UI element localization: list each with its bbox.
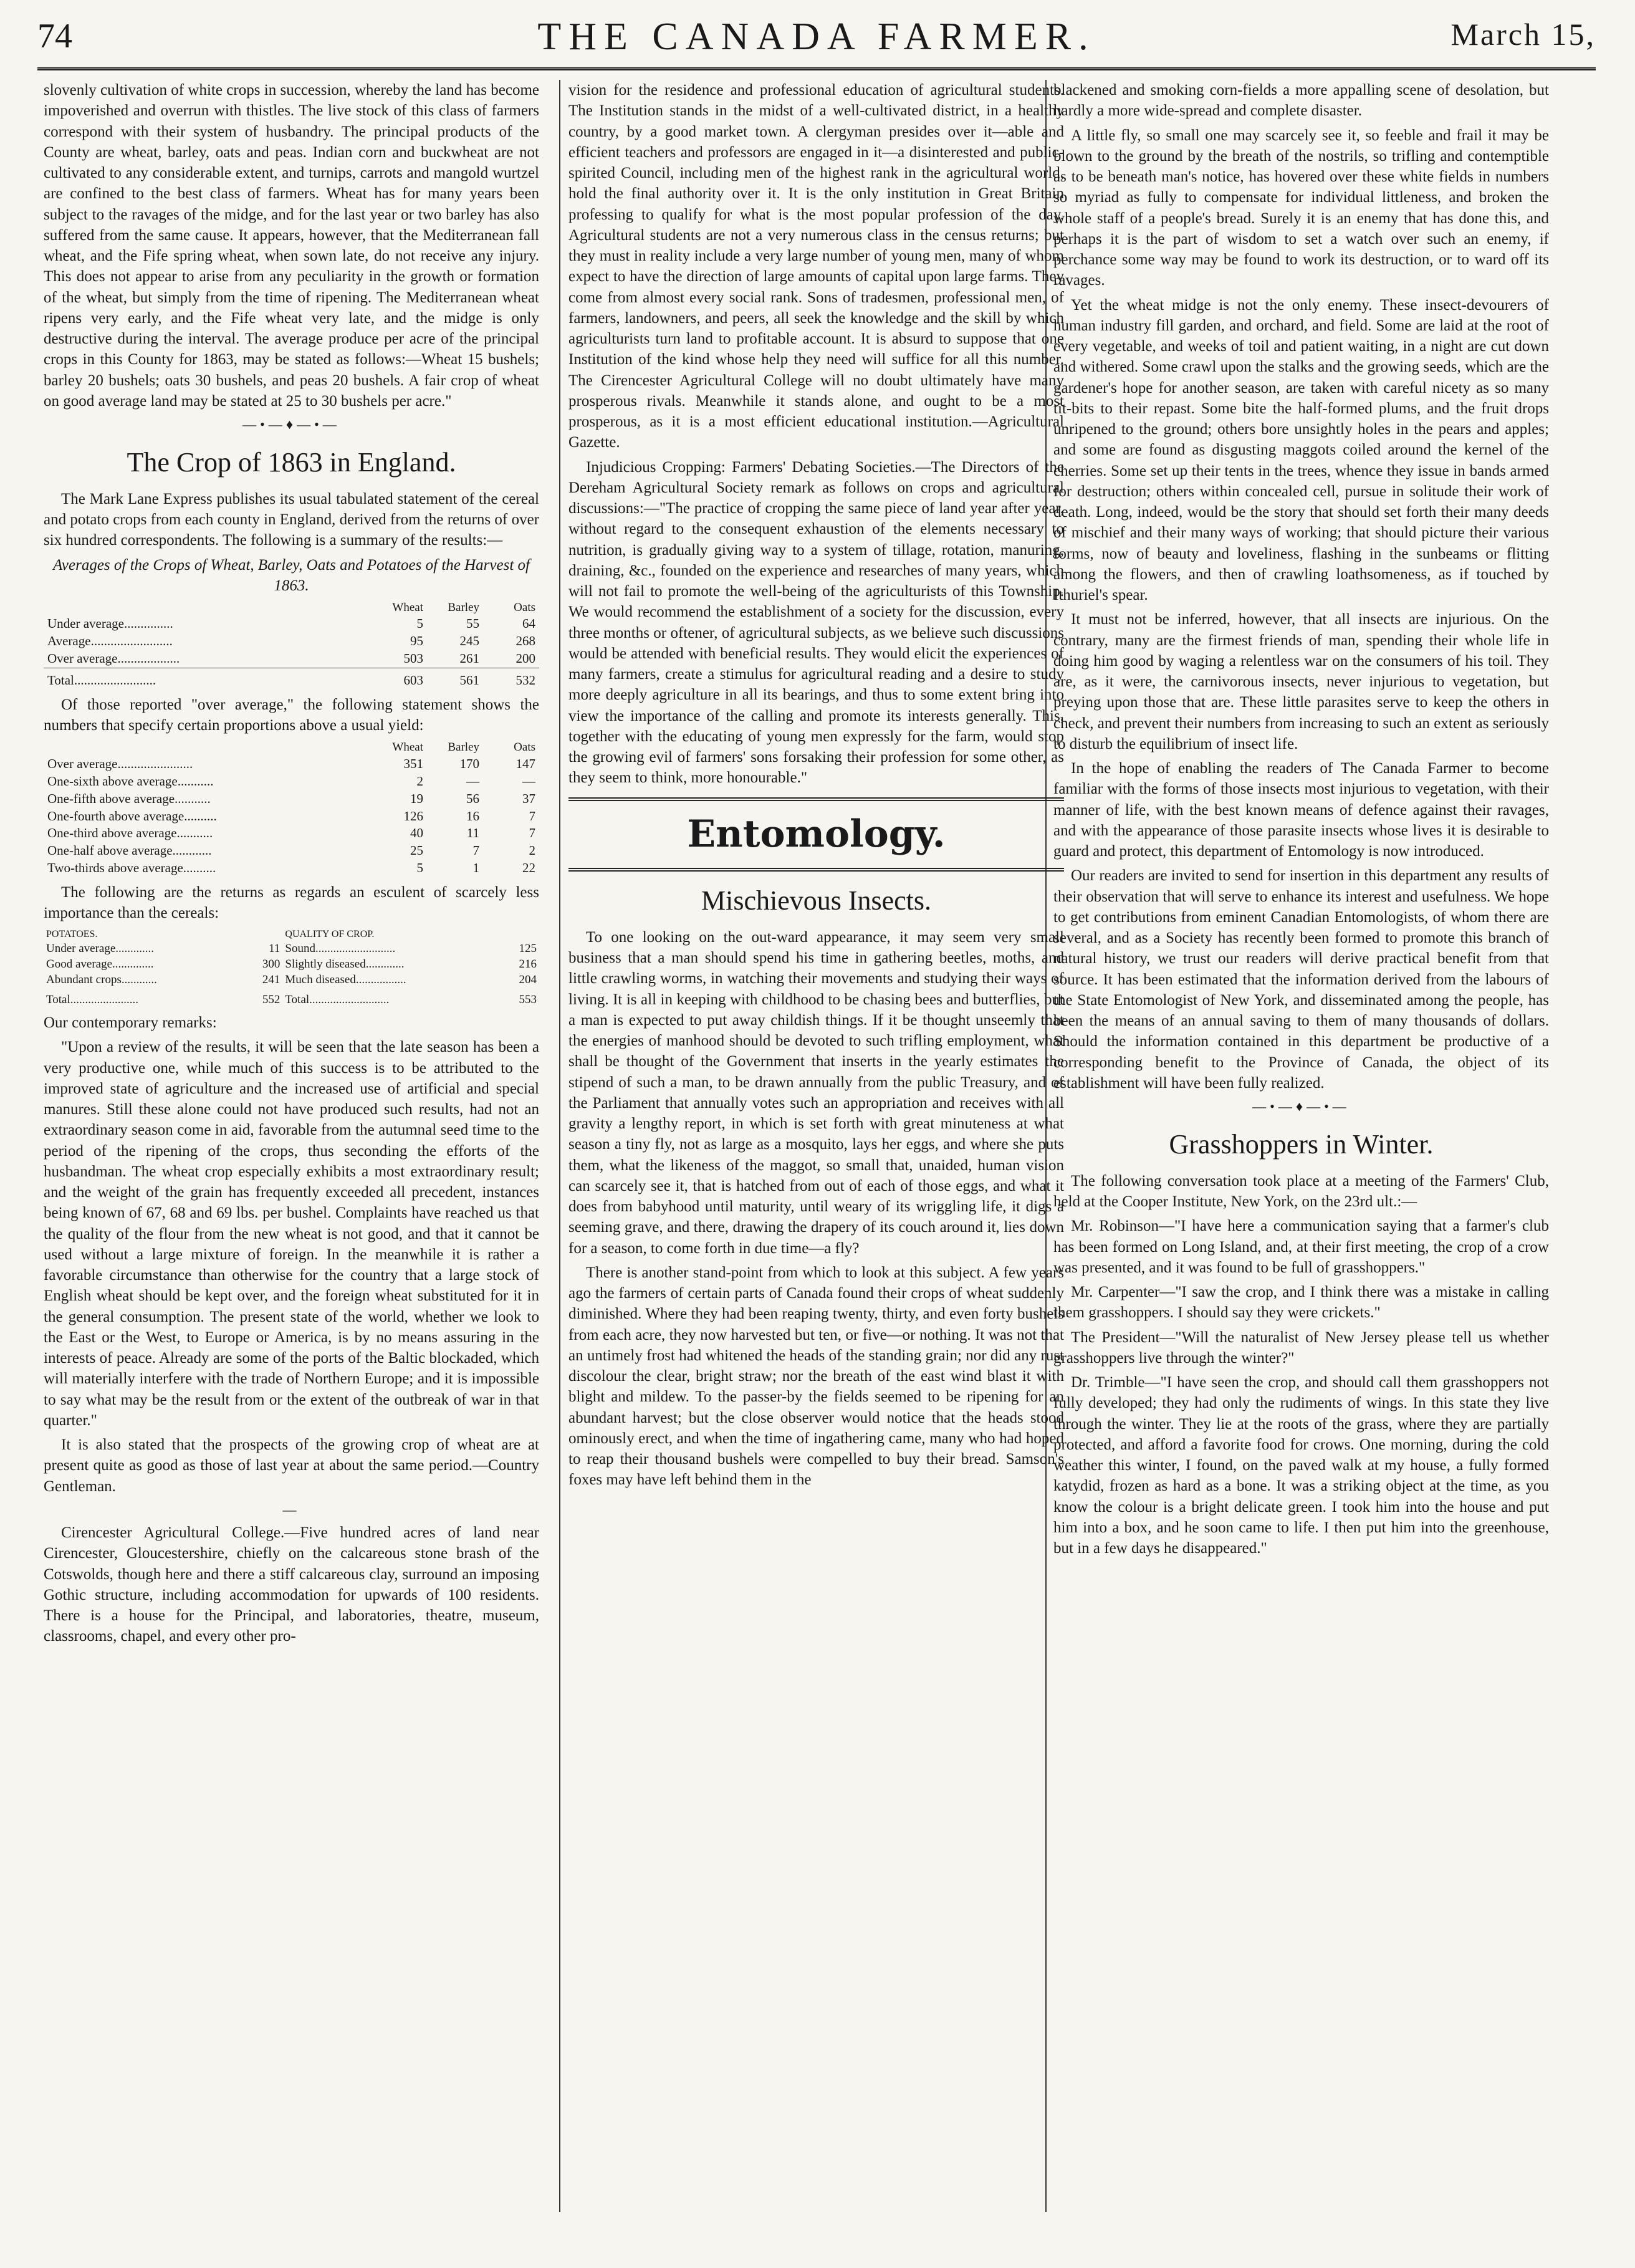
cell: 55 — [466, 616, 479, 632]
table-row — [44, 650, 539, 668]
row-label: Over average....................... — [47, 756, 193, 771]
article-paragraph: Cirencester Agricultural College.—Five hundred acres of land near Cirencester, Gloucestershire, chiefly on the calcareous stone brash of the Cotswolds, though here and there a stiff calcareous clay, surround an imposing Gothic structure, including accommodation for upwards of 100 residents. There is a house for the Principal, and laboratories, theatre, museum, classrooms, chapel, and every other pro- — [44, 1524, 539, 1645]
table-row — [44, 808, 539, 825]
cell: 2 — [529, 843, 535, 858]
article-paragraph: Our readers are invited to send for insertion in this department any results of their observation that will serve to enhance its interest and usefulness. We hope to get contributions from eminent Canadian Entomologists, of whom there are several, and as a Society has recently been formed to promote this branch of natural history, we trust our readers will derive practical benefit from that source. It has been estimated that the information derived from the labours of the State Entomologist of New York, and disseminated among the people, has been the means of an annual saving to them of many thousands of dollars. Should the information contained in this department be productive of a corresponding benefit to the Province of Canada, the object of its establishment will have been fully realized. — [1053, 867, 1549, 1092]
table-row — [44, 941, 539, 956]
row-label: Total........................... — [285, 992, 390, 1006]
article-paragraph: blackened and smoking corn-fields a more appalling scene of desolation, but hardly a more wide-spread and complete disaster. — [1053, 82, 1549, 120]
cell: 561 — [427, 668, 483, 690]
cell: 25 — [410, 843, 423, 858]
cell: 204 — [519, 973, 537, 987]
section-rule — [568, 868, 1064, 872]
cell: 7 — [529, 825, 535, 841]
article-heading-mischievous-insects: Mischievous Insects. — [701, 885, 932, 916]
cell: 503 — [403, 651, 423, 666]
column-2 — [568, 80, 1064, 2243]
cell: 5 — [416, 860, 423, 876]
article-paragraph: The following are the returns as regards an esculent of scarcely less importance than the cereals: — [44, 884, 539, 922]
table-row — [44, 790, 539, 808]
section-ornament: —•—♦—•— — [242, 416, 340, 432]
potatoes-table — [44, 928, 539, 1007]
table-row — [44, 615, 539, 633]
article-paragraph: In the hope of enabling the readers of The Canada Farmer to become familiar with the forms of those insects most injurious to vegetation, with their manner of life, with the best known means of defence against their ravages, and with the appearance of those parasite insects whose lives it is desirable to guard and protect, this department of Entomology is now introduced. — [1053, 760, 1549, 860]
issue-date: March 15, — [1450, 17, 1596, 52]
masthead-rule — [37, 67, 1596, 70]
table-total-row — [44, 988, 539, 1007]
table-header: Oats — [514, 741, 535, 754]
table-row — [44, 825, 539, 842]
article-paragraph: The Mark Lane Express publishes its usual tabulated statement of the cereal and potato crops from each county in England, derived from the returns of over six hundred correspondents. The following is a summary of the results:— — [44, 490, 539, 549]
cell: 200 — [515, 651, 535, 666]
cell: 126 — [403, 808, 423, 824]
cell: 241 — [262, 973, 280, 987]
row-label: One-fourth above average.......... — [47, 808, 217, 824]
crop-averages-table — [44, 600, 539, 690]
table-header: Barley — [448, 601, 479, 615]
row-label: Under average............. — [46, 941, 155, 955]
row-label: One-fifth above average........... — [47, 790, 211, 806]
column-1 — [44, 80, 539, 2243]
cell: 95 — [410, 633, 423, 649]
column-3 — [1053, 80, 1549, 2243]
cell: 351 — [403, 756, 423, 771]
table-header: Oats — [514, 601, 535, 615]
row-label: Total....................... — [46, 992, 139, 1006]
cell: 11 — [269, 941, 280, 955]
article-paragraph: To one looking on the out-ward appearance, it may seem very small business that a man should spend his time in gathering beetles, moths, and little crawling worms, in watching their movements and studying their ways of living. It is all in keeping with childhood to be chasing bees and butterflies, but a man is expected to put away childish things. If it be thought unseemly that the energies of manhood should be devoted to such trifling employment, what shall be thought of the Government that inserts in the yearly estimates the stipend of such a man, to be drawn annually from the public Treasury, and of the Parliament that annually votes such an appropriation and receives with all gravity a lengthy report, in which is set forth with great minuteness at what season a tiny fly, not as large as a mosquito, lays her eggs, and where she puts them, what the likeness of the maggot, so small that, unaided, human vision can scarcely see it, that is hatched from out of each of those eggs, and what it does from babyhood until maturity, until weary of its wriggling life, it digs a seeming grave, and there, drawing the drapery of its couch around it, lies down for a season, to come forth in due time—a fly? — [568, 928, 1064, 1257]
article-paragraph: Of those reported "over average," the following statement shows the numbers that specify certain proportions above a usual yield: — [44, 696, 539, 734]
cell: 268 — [515, 633, 535, 649]
article-paragraph: Dr. Trimble—"I have seen the crop, and should call them grasshoppers not fully developed; they had only the rudiments of wings. In this state they live through the winter. They lie at the roots of the grass, where they are partially protected, and afford a favorite food for crows. One morning, during the cold weather this winter, I found, on the paved walk at my house, a fully formed katydid, frozen as hard as a bone. It was a striking object at the time, as you know the colour is a bright delicate green. I took him into the house and put him into a box, and he soon came to life. I then put him into the greenhouse, but in a few days he disappeared." — [1053, 1374, 1549, 1557]
cell: 552 — [262, 992, 280, 1006]
row-label: Average......................... — [47, 633, 173, 649]
cell: 245 — [459, 633, 479, 649]
cell: 40 — [410, 825, 423, 841]
cell: 553 — [519, 992, 537, 1006]
cell: 2 — [416, 773, 423, 789]
row-label: Total......................... — [44, 668, 371, 690]
article-paragraph: The following conversation took place at a meeting of the Farmers' Club, held at the Cooper Institute, New York, on the 23rd ult.:— — [1053, 1172, 1549, 1211]
table-header: Wheat — [392, 601, 423, 615]
cell: 56 — [466, 790, 479, 806]
cell: 19 — [410, 790, 423, 806]
article-paragraph: It must not be inferred, however, that all insects are injurious. On the contrary, many are the firmest friends of man, spending their whole life in doing him good by waging a relentless war on the consumers of his toil. They are, as it were, the carnivorous insects, never injurious to vegetation, but preying upon those that are. These little parasites serve to keep the others in check, and prevent their numbers from increasing to such an extent as seriously to disturb the equilibrium of insect life. — [1053, 611, 1549, 752]
cell: 125 — [519, 941, 537, 955]
cell: 147 — [515, 756, 535, 771]
row-label: One-sixth above average........... — [47, 773, 214, 789]
row-label: Abundant crops............ — [46, 973, 157, 987]
page-number: 74 — [37, 17, 72, 55]
row-label: Under average............... — [47, 616, 173, 632]
table-row — [44, 842, 539, 860]
cell: 603 — [371, 668, 427, 690]
cell: 1 — [472, 860, 479, 876]
table-row — [44, 956, 539, 972]
cell: 7 — [529, 808, 535, 824]
article-paragraph: A little fly, so small one may scarcely see it, so feeble and frail it may be blown to the ground by the breath of the nostrils, so trifling and contemptible as to be beneath man's notice, has hovered over these white fields in numbers so myriad as fully to compensate for individual littleness, and broken the whole staff of a people's bread. Surely it is an enemy that has done this, and perhaps it is the part of wisdom to set a watch over such an enemy, if perchance some way may be found to work its destruction, or to ward off its ravages. — [1053, 127, 1549, 289]
table-total-row — [44, 668, 539, 690]
table-row — [44, 633, 539, 650]
section-heading-crop-1863: The Crop of 1863 in England. — [127, 447, 456, 478]
table-header: Barley — [448, 741, 479, 754]
row-label: Much diseased................. — [285, 973, 406, 987]
cell: 300 — [262, 958, 280, 971]
article-paragraph: It is also stated that the prospects of the growing crop of wheat are at present quite as good as those of last year at about the same period.—Country Gentleman. — [44, 1436, 539, 1495]
article-paragraph: Yet the wheat midge is not the only enemy. These insect-devourers of human industry fill garden, and orchard, and field. Some are laid at the root of every vegetable, and weeks of toil and patient waiting, in a night are cut down and withered. Some crawl upon the stalks and the growing seeds, which are the gardener's hope for another season, are taken with careful nicety as so many tit-bits to their repast. Some bite the half-formed plums, and the fruit drops unripened to the ground; others bore unsightly holes in the pears and apples; and some are found as disgusting maggots coiled around the kernel of the cherries. Some set up their tents in the trees, whence they issue in bands armed for destruction; others within concealed cell, pursue in solitude their work of death. Long, indeed, would be the story that should set forth their many deeds of mischief and their many ways of working; that should picture their various forms, now of beauty and loveliness, flashing in the sunbeams or flitting among the flowers, and then of crawling loathsomeness, as if touched by Ithuriel's spear. — [1053, 296, 1549, 603]
article-paragraph: Our contemporary remarks: — [44, 1014, 217, 1032]
cell: 16 — [466, 808, 479, 824]
masthead — [37, 11, 1596, 61]
article-paragraph: Mr. Carpenter—"I saw the crop, and I think there was a mistake in calling them grasshoppers. I should say they were crickets." — [1053, 1284, 1549, 1322]
cell: 11 — [466, 825, 479, 841]
article-paragraph: "Upon a review of the results, it will be seen that the late season has been a very productive one, while much of this success is to be attributed to the improved state of agriculture and the increased use of artificial and special manures. Still these alone could not have produced such results, had not an extraordinary season come in aid, favorable from the autumnal seed time to the period of the ripening of the crops, thus seconding the efforts of the husbandman. The wheat crop especially exhibits a most extraordinary result; and the weight of the grain has frequently exceeded all precedent, instances being known of 67, 68 and 69 lbs. per bushel. Complaints have reached us that the quality of the flour from the new wheat is not good, and that it cannot be used without a large mixture of foreign. In the meanwhile it is rather a favorable circumstance than otherwise for the country that a large stock of English wheat should be kept over, and the foreign wheat substituted for it in the general consumption. The present state of the world, whether we look to the East or the West, to Europe or America, is by no means assuring in the interests of peace. Already are some of the ports of the Baltic blockaded, which will materially interfere with the trade of Northern Europe; and it is impossible to say what may be the result from or the extent of the outbreak of war in that quarter." — [44, 1039, 539, 1429]
table-row — [44, 860, 539, 877]
section-ornament: —•—♦—•— — [1252, 1098, 1350, 1114]
cell: 37 — [522, 790, 535, 806]
cell: 22 — [522, 860, 535, 876]
article-paragraph: The President—"Will the naturalist of New Jersey please tell us whether grasshoppers live through the winter?" — [1053, 1329, 1549, 1367]
row-label: Slightly diseased............. — [285, 958, 405, 971]
article-paragraph: There is another stand-point from which to look at this subject. A few years ago the farmers of certain parts of Canada found their crops of wheat suddenly diminished. Where they had been reaping twenty, thirty, and even forty bushels from each acre, they now harvested but ten, or five—or nothing. It was not that an untimely frost had whitened the heads of the standing grain; nor did any rust discolour the clear, bright straw; nor the breath of the east wind blast it with blight and mildew. To the passer-by the fields seemed to be ripening for an abundant harvest; but the close observer would notice that the heads stood ominously erect, and when the time of ingathering came, many who had hoped to reap their thousand bushels were compelled to buy their bread. Samson's foxes may have left behind them in the — [568, 1264, 1064, 1489]
cell: 170 — [459, 756, 479, 771]
row-label: One-third above average........... — [47, 825, 213, 841]
cell: 216 — [519, 958, 537, 971]
cell: 5 — [416, 616, 423, 632]
cell: 7 — [472, 843, 479, 858]
article-heading-grasshoppers: Grasshoppers in Winter. — [1169, 1129, 1434, 1160]
cell: 532 — [483, 668, 539, 690]
article-paragraph: Mr. Robinson—"I have here a communication saying that a farmer's club has been formed on Long Island, and, at their first meeting, the crop of a crow was presented, and it was found to be full of grasshoppers." — [1053, 1218, 1549, 1276]
table-row — [44, 756, 539, 773]
column-divider — [559, 80, 560, 2212]
cell: — — [466, 773, 479, 789]
table-row — [44, 972, 539, 987]
row-label: Two-thirds above average.......... — [47, 860, 216, 876]
article-paragraph: Injudicious Cropping: Farmers' Debating Societies.—The Directors of the Dereham Agricultural Society remark as follows on crops and agricultural discussions:—"The practice of cropping the same piece of land year after year, without regard to the consequent exhaustion of the elements necessary to nutrition, is gradually giving way to a system of tillage, rotation, manuring, draining, &c., founded on the experience and researches of many years, which will not fail to promote the well-being of the agriculturists of this Township. We would recommend the establishment of a society for the discussion, every three months or oftener, of agricultural subjects, as we believe such discussions would be attended with beneficial results. They would elicit the experiences of many farmers, create a stimulus for agricultural reading and a desire to study more deeply agriculture in all its bearings, and thus to some extent bring into view the importance of the calling and promote its interests generally. This, together with the educating of young men expressly for the farm, would stop the growing evil of farmers' sons forsaking their profession for some other, as they seem to think, more honourable." — [568, 458, 1064, 787]
above-average-table — [44, 739, 539, 877]
article-paragraph: vision for the residence and professional education of agricultural students. The Institution stands in the midst of a well-cultivated district, in a healthy country, by a good market town. A clergyman presides over it—able and efficient teachers and professors are engaged in it—a disinterested and public-spirited Council, including men of the highest rank in the agricultural world, hold the final authority over it. It is the only institution in Great Britain professing to qualify for what is the most popular profession of the day. Agricultural students are not a very numerous class in the census returns; but they must in reality include a very large number of young men, many of whom expect to have the direction of large amounts of capital upon large farms. They come from almost every social rank. Sons of tradesmen, professional men, of farmers, landowners, and peers, all seek the knowledge and the skill by which agriculturists turn land to profitable account. It is absurd to suppose that one Institution of the kind whose help they need will suffice for all this number. The Cirencester Agricultural College will no doubt ultimately have many prosperous rivals. Meanwhile it stands alone, and ought to be a most prosperous, as it is a most efficient educational institution.—Agricultural Gazette. — [568, 82, 1064, 451]
newspaper-title: THE CANADA FARMER. — [537, 16, 1096, 58]
section-rule — [568, 797, 1064, 801]
section-heading-entomology: Entomology. — [687, 812, 946, 856]
section-ornament: — — [282, 1501, 300, 1517]
table-header: Wheat — [392, 741, 423, 754]
table-header: POTATOES. — [46, 928, 98, 939]
row-label: Good average.............. — [46, 958, 154, 971]
cell: 64 — [522, 616, 535, 632]
cell: 261 — [459, 651, 479, 666]
article-paragraph: slovenly cultivation of white crops in succession, whereby the land has become impoverished and overrun with thistles. The live stock of this class of farmers correspond with their system of husbandry. The principal products of the County are wheat, barley, oats and peas. Indian corn and buckwheat are not cultivated to any considerable extent, and turnips, carrots and mangold wurtzel are confined to the best class of farmers. Wheat has for many years been subject to the ravages of the midge, and for the last year or two barley has also suffered from the same cause. It appears, however, that the Mediterranean fall wheat, and the Fife spring wheat, when sown late, do not receive any injury. This does not appear to arise from any peculiarity in the growth or formation of the wheat, but simply from the time of ripening. The Mediterranean wheat ripens very early, and the Fife wheat very late, and the midge is only destructive during the interval. The average produce per acre of the principal crops in this County for 1863, may be stated as follows:—Wheat 15 bushels; barley 20 bushels; oats 30 bushels, and peas 20 bushels. A fair crop of wheat on good average land may be stated at 25 to 30 bushels per acre." — [44, 82, 539, 410]
table-header: QUALITY OF CROP. — [285, 928, 375, 939]
table-caption: Averages of the Crops of Wheat, Barley, Oats and Potatoes of the Harvest of 1863. — [53, 556, 530, 594]
cell: — — [522, 773, 535, 789]
row-label: Over average................... — [47, 651, 180, 666]
row-label: Sound........................... — [285, 941, 396, 955]
table-row — [44, 773, 539, 790]
row-label: One-half above average............ — [47, 843, 212, 858]
